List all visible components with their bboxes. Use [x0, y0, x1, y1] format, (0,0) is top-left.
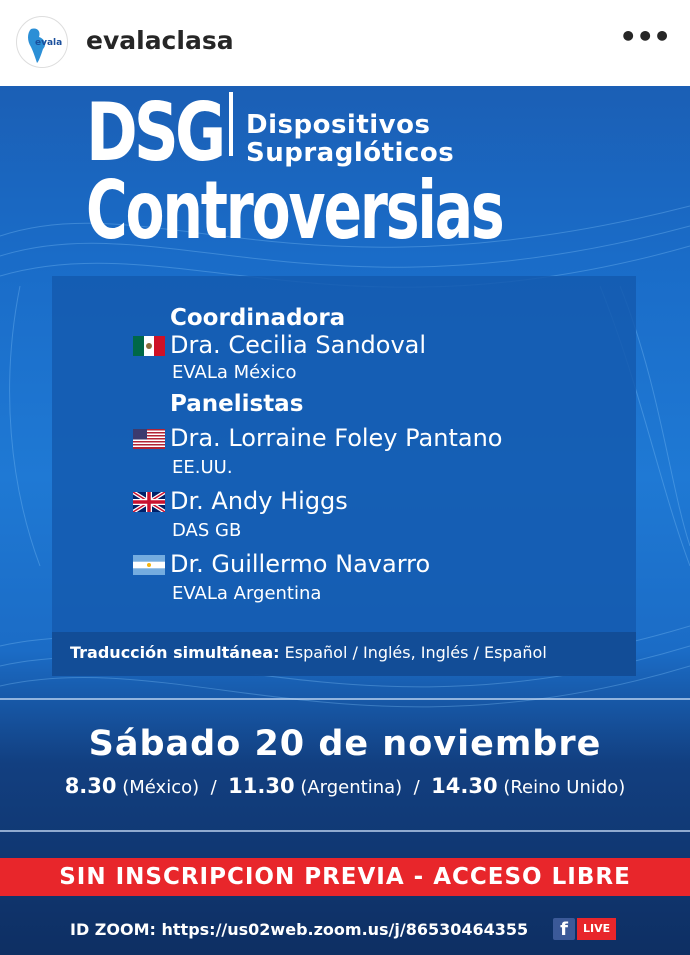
- place-mexico: (México): [122, 777, 200, 798]
- event-times: [0, 774, 690, 798]
- panelist-1-name: Dra. Lorraine Foley Pantano: [170, 424, 503, 452]
- translation-text: [70, 643, 547, 662]
- dsg-subtitle-line2: Supraglóticos: [246, 138, 455, 168]
- translation-languages: Español / Inglés, Inglés / Español: [284, 643, 547, 662]
- dsg-heading: DSG: [86, 86, 223, 179]
- coordinator-name: Dra. Cecilia Sandoval: [170, 331, 427, 359]
- time-separator: /: [210, 777, 217, 798]
- panelist-2-name: Dr. Andy Higgs: [170, 487, 348, 515]
- profile-avatar[interactable]: [16, 16, 68, 68]
- argentina-flag-icon: [133, 555, 165, 575]
- post-image: [0, 86, 690, 955]
- dsg-divider: [229, 92, 233, 156]
- facebook-icon: f: [553, 918, 575, 940]
- mexico-flag-icon: [133, 336, 165, 356]
- panelist-1-institution: EE.UU.: [172, 457, 233, 478]
- svg-text:evala: evala: [35, 38, 63, 48]
- facebook-live-badge: [553, 918, 616, 942]
- coordinator-heading: Coordinadora: [170, 305, 346, 331]
- usa-flag-icon: [133, 429, 165, 449]
- more-options-icon[interactable]: •••: [619, 20, 670, 53]
- username-link[interactable]: evalaclasa: [86, 26, 234, 55]
- divider-bottom: [0, 830, 690, 832]
- time-uk: 14.30: [431, 774, 498, 798]
- panelist-3-institution: EVALa Argentina: [172, 583, 322, 604]
- coordinator-institution: EVALa México: [172, 362, 297, 383]
- place-argentina: (Argentina): [300, 777, 403, 798]
- poster-title: Controversias: [86, 164, 503, 257]
- time-argentina: 11.30: [228, 774, 295, 798]
- time-mexico: 8.30: [64, 774, 117, 798]
- translation-label: Traducción simultánea:: [70, 643, 280, 662]
- globe-logo-icon: [17, 17, 68, 68]
- access-banner-text: SIN INSCRIPCION PREVIA - ACCESO LIBRE: [59, 864, 631, 890]
- zoom-id-text: ID ZOOM: https://us02web.zoom.us/j/86530464355: [70, 920, 529, 939]
- panelist-3-name: Dr. Guillermo Navarro: [170, 550, 431, 578]
- time-separator: /: [413, 777, 420, 798]
- live-label: LIVE: [577, 918, 616, 940]
- divider-top: [0, 698, 690, 700]
- dsg-subtitle-line1: Dispositivos: [246, 110, 431, 140]
- panelists-heading: Panelistas: [170, 391, 304, 417]
- uk-flag-icon: [133, 492, 165, 512]
- post-header: [0, 0, 690, 86]
- panelist-2-institution: DAS GB: [172, 520, 242, 541]
- event-date: Sábado 20 de noviembre: [88, 724, 602, 764]
- place-uk: (Reino Unido): [503, 777, 626, 798]
